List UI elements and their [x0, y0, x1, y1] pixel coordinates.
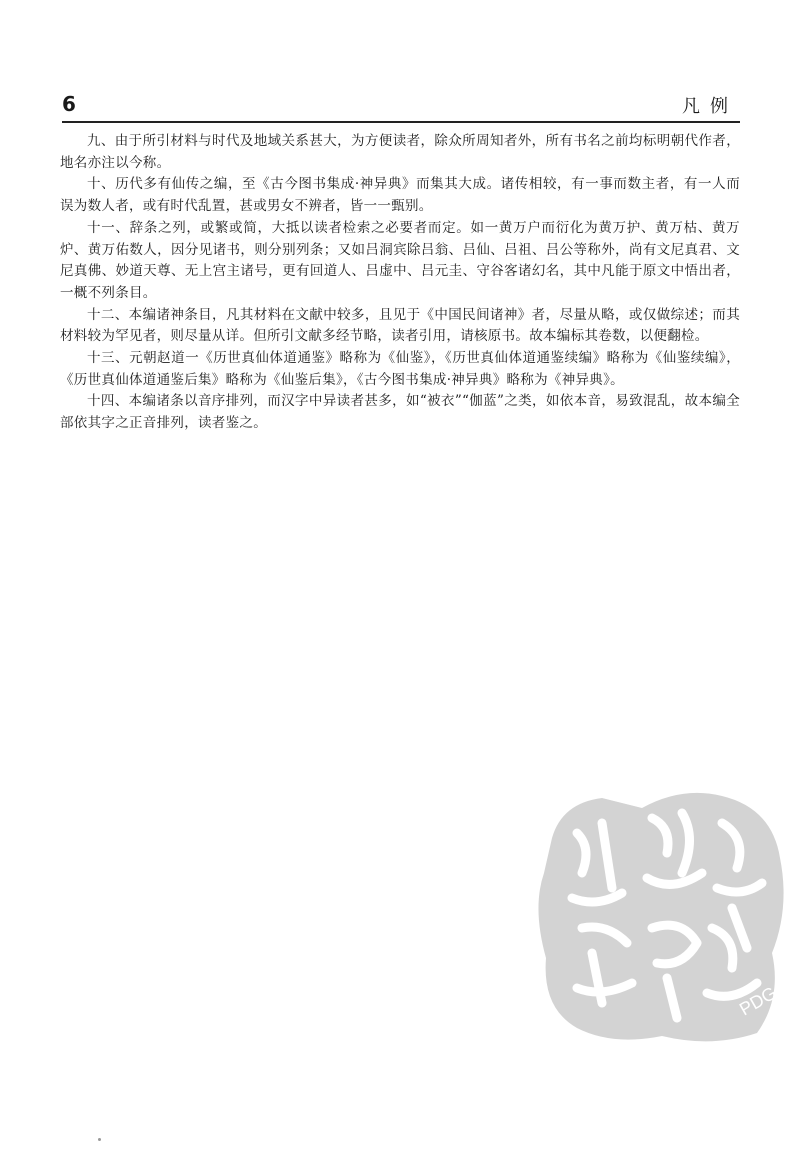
body-text — [60, 131, 740, 435]
paragraph-11: 十一、辞条之列，或繁或简，大抵以读者检索之必要者而定。如一黄万户而衍化为黄万护、黄万枯、黄万炉、黄万佑数人，因分见诸书，则分别列条；又如吕洞宾除吕翁、吕仙、吕祖、吕公等称外，尚有文尼真君、文尼真佛、妙道天尊、无上宫主诸号，更有回道人、吕虚中、吕元圭、守谷客诸幻名，其中凡能于原文中悟出者，一概不列条目。 — [60, 219, 740, 301]
running-title: 凡例 — [682, 96, 738, 117]
seal-stamp-icon — [532, 778, 790, 1048]
stamp-label: PDG — [736, 982, 780, 1020]
header-rule — [62, 121, 740, 123]
paragraph-10: 十、历代多有仙传之编，至《古今图书集成·神异典》而集其大成。诸传相较，有一事而数主者，有一人而误为数人者，或有时代乱置，甚或男女不辨者，皆一一甄别。 — [60, 176, 740, 215]
paragraph-13: 十三、元朝赵道一《历世真仙体道通鉴》略称为《仙鉴》，《历世真仙体道通鉴续编》略称为《仙鉴续编》，《历世真仙体道通鉴后集》略称为《仙鉴后集》，《古今图书集成·神异典》略称为《神异典》。 — [60, 350, 740, 388]
page-number: 6 — [62, 92, 76, 116]
paragraph-14: 十四、本编诸条以音序排列，而汉字中异读者甚多，如“被衣”“伽蓝”之类，如依本音，易致混乱，故本编全部依其字之正音排列，读者鉴之。 — [60, 393, 740, 432]
paragraph-12: 十二、本编诸神条目，凡其材料在文献中较多，且见于《中国民间诸神》者，尽量从略，或仅做综述；而其材料较为罕见者，则尽量从详。但所引文献多经节略，读者引用，请核原书。故本编标其卷数，以便翻检。 — [60, 306, 740, 345]
paragraph-9: 九、由于所引材料与时代及地域关系甚大，为方便读者，除众所周知者外，所有书名之前均标明朝代作者，地名亦注以今称。 — [60, 133, 740, 171]
footer-mark — [98, 1138, 101, 1141]
page-header — [62, 88, 738, 120]
